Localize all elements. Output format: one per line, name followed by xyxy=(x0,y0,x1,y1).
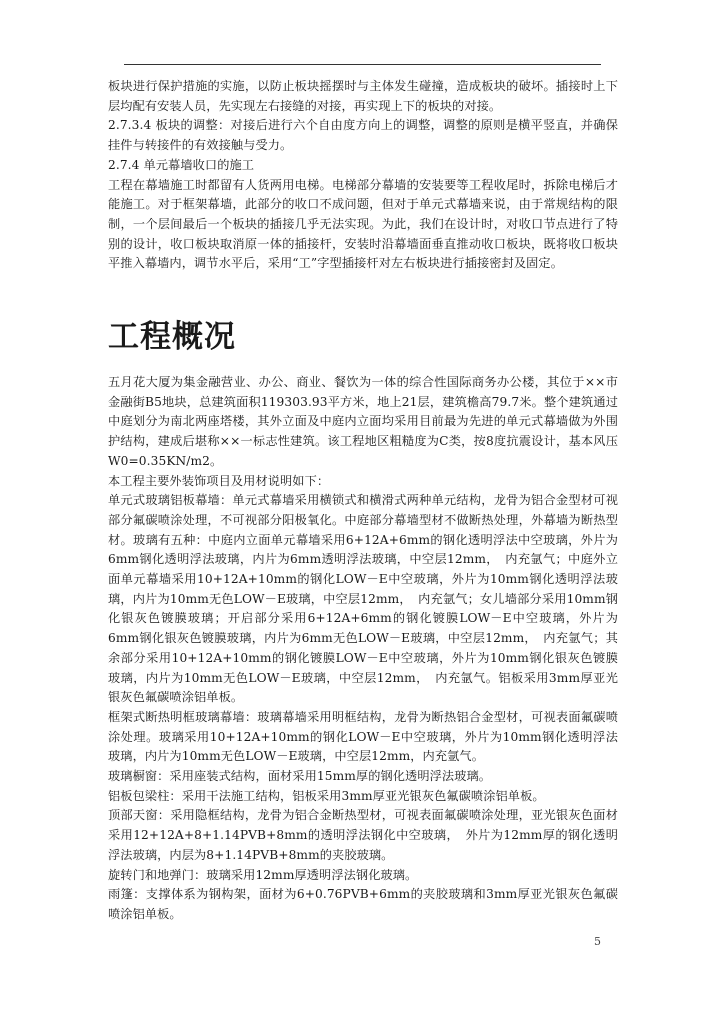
paragraph: 工程在幕墙施工时都留有人货两用电梯。电梯部分幕墙的安装要等工程收尾时，拆除电梯后才能施工。对于框架幕墙，此部分的收口不成问题，但对于单元式幕墙来说，由于常规结构的限制，一个层间最后一个板块的插接几乎无法实现。为此，我们在设计时，对收口节点进行了特别的设计，收口板块取消原一体的插接杆，安装时沿幕墙面垂直推动收口板块，既将收口板块平推入幕墙内，调节水平后，采用“工”字型插接杆对左右板块进行插接密封及固定。 xyxy=(108,177,618,271)
section-main xyxy=(108,373,618,925)
paragraph: 单元式玻璃铝板幕墙：单元式幕墙采用横锁式和横滑式两种单元结构，龙骨为铝合金型材可视部分氟碳喷涂处理，不可视部分阳极氧化。中庭部分幕墙型材不做断热处理，外幕墙为断热型材。玻璃有五种：中庭内立面单元幕墙采用6+12A+6mm的钢化透明浮法中空玻璃，外片为6mm钢化透明浮法玻璃，内片为6mm透明浮法玻璃，中空层12mm， 内充氩气；中庭外立面单元幕墙采用10+12A+10mm的钢化LOW－E中空玻璃，外片为10mm钢化透明浮法玻璃，内片为10mm无色LOW－E玻璃，中空层12mm， 内充氩气；女儿墙部分采用10mm钢化银灰色镀膜玻璃；开启部分采用6+12A+6mm的钢化镀膜LOW－E中空玻璃，外片为6mm钢化银灰色镀膜玻璃，内片为6mm无色LOW－E玻璃，中空层12mm， 内充氩气；其余部分采用10+12A+10mm的钢化镀膜LOW－E中空玻璃，外片为10mm钢化银灰色镀膜玻璃，内片为10mm无色LOW－E玻璃，中空层12mm， 内充氩气。铝板采用3mm厚亚光银灰色氟碳喷涂铝单板。 xyxy=(108,493,618,705)
paragraph: 五月花大厦为集金融营业、办公、商业、餐饮为一体的综合性国际商务办公楼，其位于××市金融街B5地块，总建筑面积119303.93平方米，地上21层，建筑檐高79.7米。整个建筑通过中庭划分为南北两座塔楼，其外立面及中庭内立面均采用目前最为先进的单元式幕墙做为外围护结构，建成后堪称××一标志性建筑。该工程地区粗糙度为C类，按8度抗震设计，基本风压W0=0.35KN/m2。 xyxy=(108,375,618,468)
subheading: 2.7.4 单元幕墙收口的施工 xyxy=(108,157,255,172)
paragraph: 板块进行保护措施的实施，以防止板块摇摆时与主体发生碰撞，造成板块的破坏。插接时上下层均配有安装人员，先实现左右接缝的对接，再实现上下的板块的对接。 xyxy=(108,79,618,113)
header-rule xyxy=(124,64,601,65)
paragraph: 旋转门和地弹门：玻璃采用12mm厚透明浮法钢化玻璃。 xyxy=(108,867,418,882)
paragraph: 2.7.3.4 板块的调整：对接后进行六个自由度方向上的调整，调整的原则是横平竖直，并确保挂件与转接件的有效接触与受力。 xyxy=(108,118,618,153)
paragraph: 雨篷：支撑体系为钢构架，面材为6+0.76PVB+6mm的夹胶玻璃和3mm厚亚光银灰色氟碳喷涂铝单板。 xyxy=(108,887,618,921)
paragraph: 本工程主要外装饰项目及用材说明如下： xyxy=(108,473,330,488)
paragraph: 顶部天窗：采用隐框结构，龙骨为铝合金断热型材，可视表面氟碳喷涂处理，亚光银灰色面材采用12+12A+8+1.14PVB+8mm的透明浮法钢化中空玻璃， 外片为12mm厚的钢化透明浮法玻璃，内层为8+1.14PVB+8mm的夹胶玻璃。 xyxy=(108,808,618,862)
section-heading: 工程概况 xyxy=(108,319,236,355)
paragraph: 框架式断热明框玻璃幕墙：玻璃幕墙采用明框结构，龙骨为断热铝合金型材，可视表面氟碳喷涂处理。玻璃采用10+12A+10mm的钢化LOW－E中空玻璃，外片为10mm钢化透明浮法玻璃，内片为10mm无色LOW－E玻璃，中空层12mm，内充氩气。 xyxy=(108,709,618,764)
section-top xyxy=(108,77,618,274)
paragraph: 玻璃橱窗：采用座装式结构，面材采用15mm厚的钢化透明浮法玻璃。 xyxy=(108,769,492,784)
paragraph: 铝板包梁柱：采用干法施工结构，铝板采用3mm厚亚光银灰色氟碳喷涂铝单板。 xyxy=(108,788,545,803)
page-number: 5 xyxy=(594,935,601,948)
